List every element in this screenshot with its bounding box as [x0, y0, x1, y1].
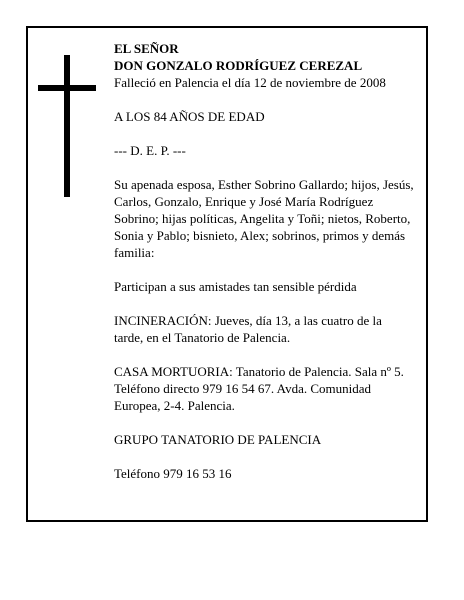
- funeral-home-name: GRUPO TANATORIO DE PALENCIA: [114, 432, 322, 447]
- phone-line: Teléfono 979 16 53 16: [114, 466, 232, 481]
- dep-line: --- D. E. P. ---: [114, 143, 186, 158]
- cremation-paragraph: INCINERACIÓN: Jueves, día 13, a las cuatro de la tarde, en el Tanatorio de Palencia.: [114, 313, 382, 345]
- death-date-line: Falleció en Palencia el día 12 de noviembre de 2008: [114, 75, 386, 90]
- deceased-name: DON GONZALO RODRÍGUEZ CEREZAL: [114, 58, 363, 73]
- age-line: A LOS 84 AÑOS DE EDAD: [114, 109, 265, 124]
- deceased-title: EL SEÑOR: [114, 41, 179, 56]
- obituary-content: [114, 40, 414, 482]
- cross-icon: [64, 55, 70, 197]
- cross-icon-bar: [38, 85, 96, 91]
- mortuary-paragraph: CASA MORTUORIA: Tanatorio de Palencia. Sala nº 5. Teléfono directo 979 16 54 67. Avda. Comunidad Europea, 2-4. Palencia.: [114, 364, 404, 413]
- participation-line: Participan a sus amistades tan sensible pérdida: [114, 279, 357, 294]
- family-paragraph: Su apenada esposa, Esther Sobrino Gallardo; hijos, Jesús, Carlos, Gonzalo, Enrique y José María Rodríguez Sobrino; hijas políticas, Angelita y Toñi; nietos, Roberto, Sonia y Pablo; bisnieto, Alex; sobrinos, primos y demás familia:: [114, 177, 414, 260]
